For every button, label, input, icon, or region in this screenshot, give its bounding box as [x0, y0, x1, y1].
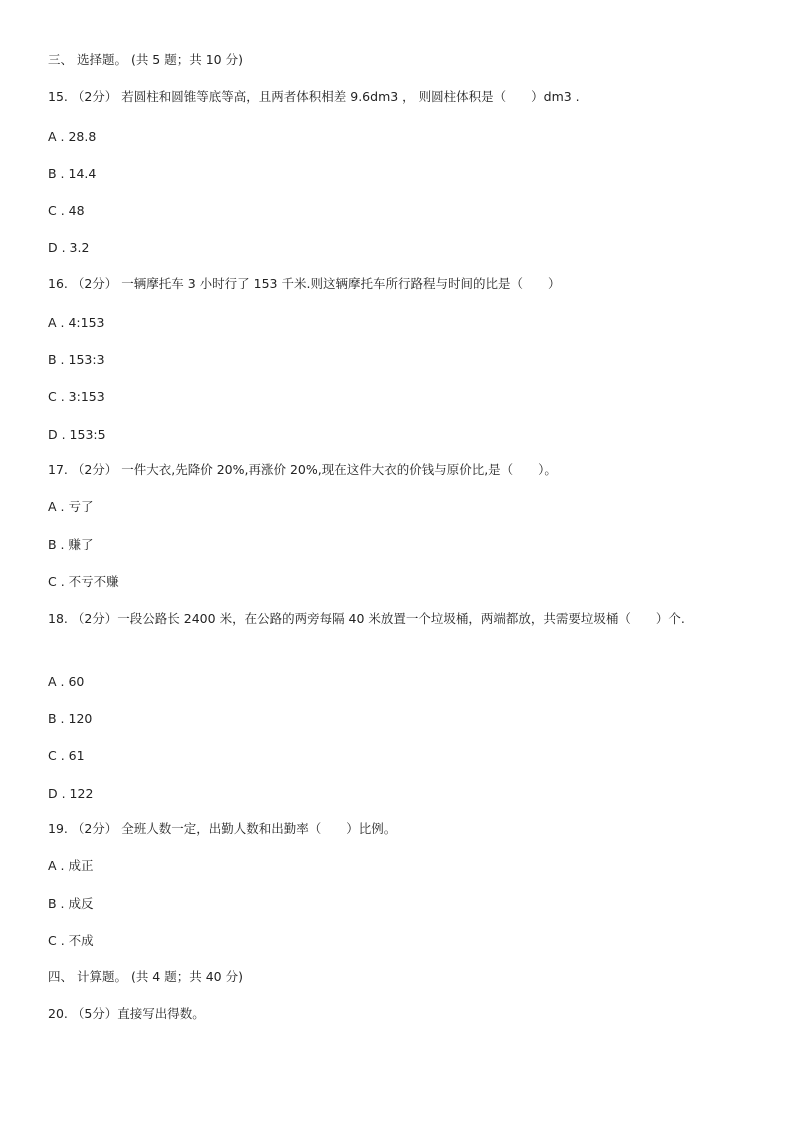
question-16-stem: 16. （2分） 一辆摩托车 3 小时行了 153 千米.则这辆摩托车所行路程与时间的比是（ ） [48, 276, 561, 291]
question-18-option-b: B . 120 [48, 711, 93, 726]
question-17-option-a: A . 亏了 [48, 499, 94, 514]
question-19-stem: 19. （2分） 全班人数一定，出勤人数和出勤率（ ）比例。 [48, 821, 397, 836]
question-15-stem: 15. （2分） 若圆柱和圆锥等底等高，且两者体积相差 9.6dm3 ， 则圆柱体积是（ ）dm3 . [48, 89, 580, 104]
question-17-stem: 17. （2分） 一件大衣,先降价 20%,再涨价 20%,现在这件大衣的价钱与原价比,是（ ）。 [48, 462, 557, 477]
question-15-option-c: C . 48 [48, 203, 85, 218]
question-18-option-c: C . 61 [48, 748, 85, 763]
question-15-option-b: B . 14.4 [48, 166, 97, 181]
question-16-option-a: A . 4:153 [48, 315, 105, 330]
question-16-option-c: C . 3:153 [48, 389, 105, 404]
question-20-stem: 20. （5分）直接写出得数。 [48, 1006, 205, 1021]
question-18-stem: 18. （2分）一段公路长 2400 米，在公路的两旁每隔 40 米放置一个垃圾桶，两端都放，共需要垃圾桶（ ）个. [48, 611, 685, 626]
question-16-option-b: B . 153:3 [48, 352, 105, 367]
question-19-option-b: B . 成反 [48, 896, 94, 911]
question-15-option-a: A . 28.8 [48, 129, 97, 144]
question-19-option-a: A . 成正 [48, 858, 94, 873]
question-19-option-c: C . 不成 [48, 933, 94, 948]
question-15-option-d: D . 3.2 [48, 240, 90, 255]
question-18-option-a: A . 60 [48, 674, 85, 689]
question-17-option-c: C . 不亏不赚 [48, 574, 119, 589]
question-18-option-d: D . 122 [48, 786, 94, 801]
question-17-option-b: B . 赚了 [48, 537, 94, 552]
question-16-option-d: D . 153:5 [48, 427, 106, 442]
section-heading-choice: 三、 选择题。 (共 5 题；共 10 分) [48, 52, 243, 67]
section-heading-calc: 四、 计算题。 (共 4 题；共 40 分) [48, 969, 243, 984]
